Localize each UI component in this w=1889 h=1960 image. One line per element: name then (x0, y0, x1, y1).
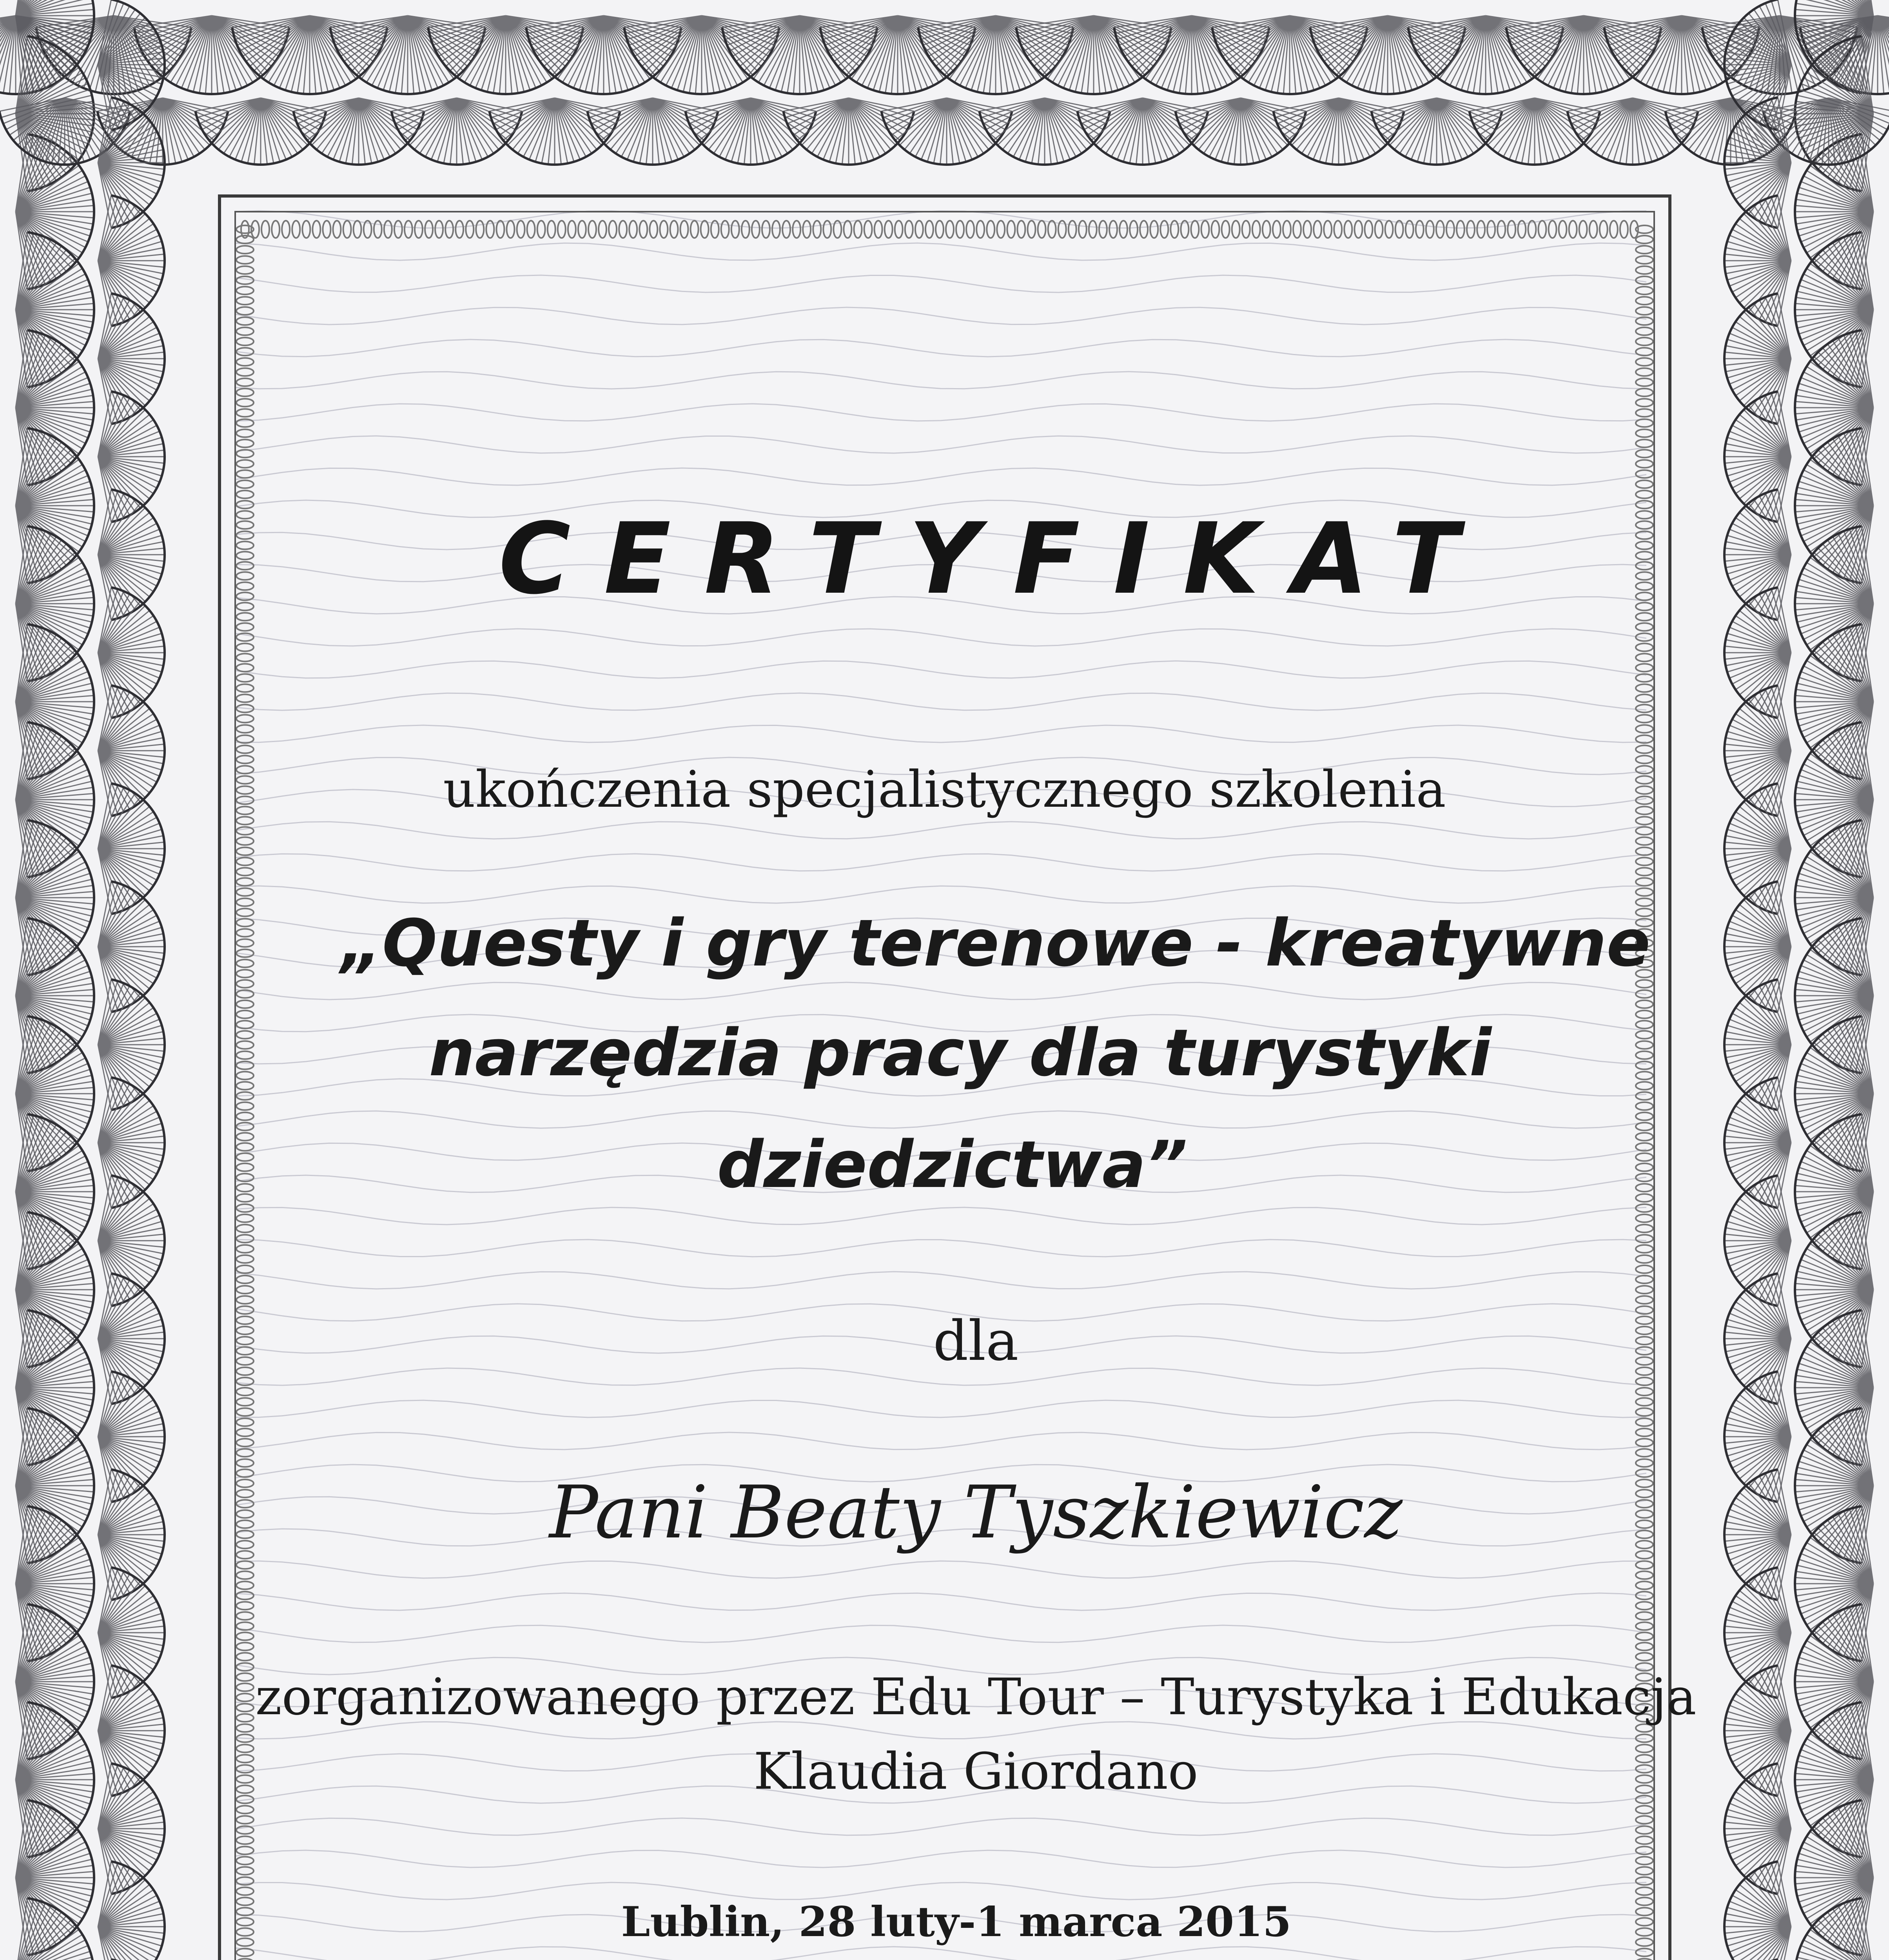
course-title-line-3: dziedzictwa” (717, 1127, 1188, 1202)
recipient-name: Pani Beaty Tyszkiewicz (549, 1470, 1403, 1555)
certificate-subtitle: ukończenia specjalistycznego szkolenia (443, 760, 1446, 819)
course-title-line-1: „Questy i gry terenowe - kreatywne (340, 906, 1651, 981)
organized-by-line-2: Klaudia Giordano (753, 1742, 1198, 1801)
certificate-title: CERTYFIKAT (499, 502, 1492, 616)
for-label: dla (933, 1309, 1019, 1373)
course-title-line-2: narzędzia pracy dla turystyki (429, 1015, 1492, 1091)
place-and-date: Lublin, 28 luty-1 marca 2015 (621, 1897, 1292, 1946)
organized-by-line-1: zorganizowanego przez Edu Tour – Turystyka i Edukacja (255, 1668, 1697, 1726)
